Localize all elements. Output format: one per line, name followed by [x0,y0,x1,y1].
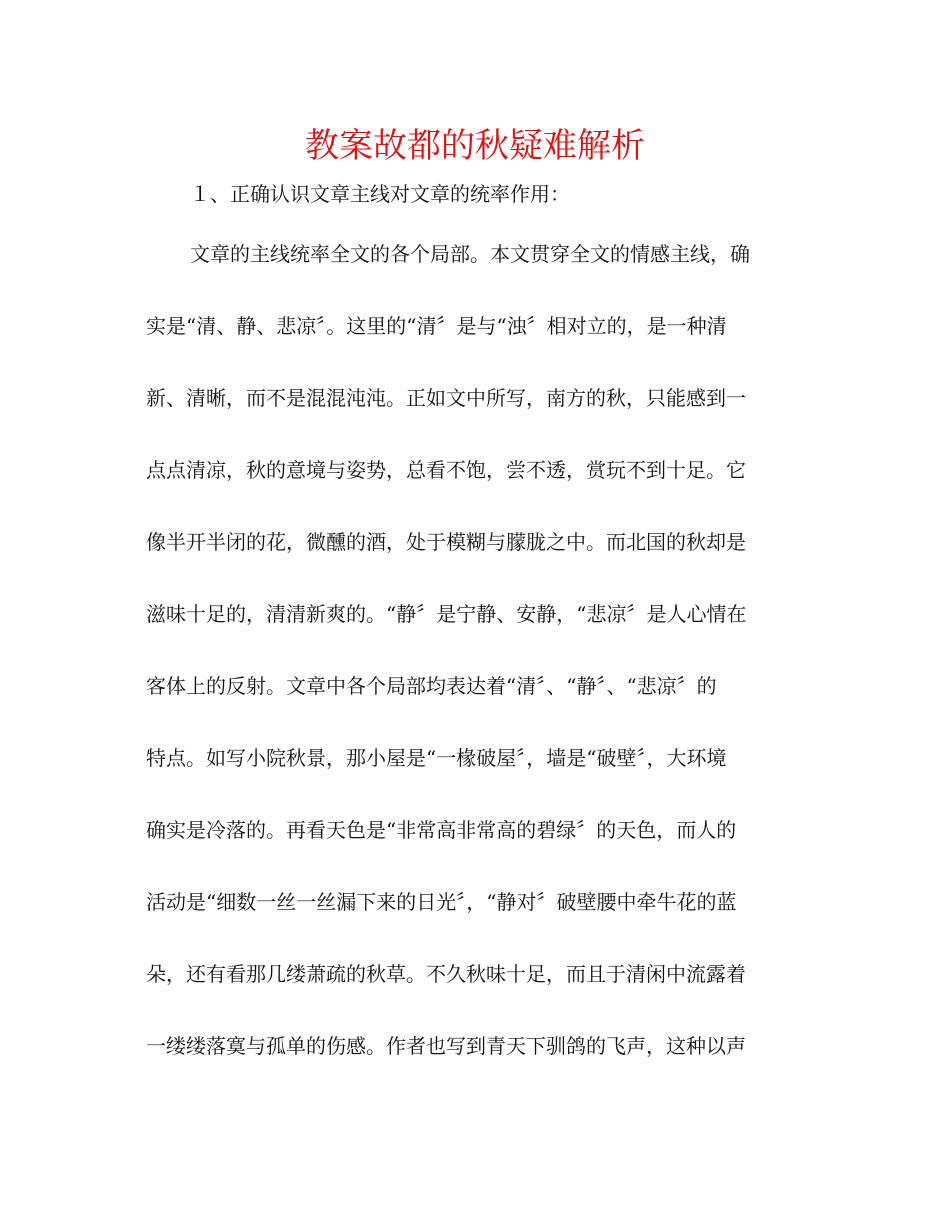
paragraph-line: 文章的主线统率全文的各个局部。本文贯穿全文的情感主线，确 [190,242,750,266]
paragraph-line: 特点。如写小院秋景，那小屋是“一椽破屋〞，墙是“破壁〞，大环境 [146,746,727,770]
paragraph-line: 一缕缕落寞与孤单的伤感。作者也写到青天下驯鸽的飞声，这种以声 [146,1034,746,1058]
paragraph-line: 点点清凉，秋的意境与姿势，总看不饱，尝不透，赏玩不到十足。它 [146,458,746,482]
paragraph-line: 活动是“细数一丝一丝漏下来的日光〞，“静对〞破壁腰中牵牛花的蓝 [146,890,737,914]
document-title: 教案故都的秋疑难解析 [305,126,645,166]
paragraph-line: 朵，还有看那几缕萧疏的秋草。不久秋味十足，而且于清闲中流露着 [146,962,746,986]
paragraph-line: 新、清晰，而不是混混沌沌。正如文中所写，南方的秋，只能感到一 [146,386,746,410]
section-heading: １、正确认识文章主线对文章的统率作用： [190,182,570,206]
paragraph-line: 确实是冷落的。再看天色是“非常高非常高的碧绿〞的天色，而人的 [146,818,737,842]
paragraph-line: 像半开半闭的花，微醺的酒，处于模糊与朦胧之中。而北国的秋却是 [146,530,746,554]
paragraph-line: 滋味十足的，清清新爽的。“静〞是宁静、安静，“悲凉〞是人心情在 [146,602,747,626]
paragraph-line: 客体上的反射。文章中各个局部均表达着“清〞、“静〞、“悲凉〞的 [146,674,717,698]
paragraph-line: 实是“清、静、悲凉〞。这里的“清〞是与“浊〞相对立的，是一种清 [146,314,727,338]
